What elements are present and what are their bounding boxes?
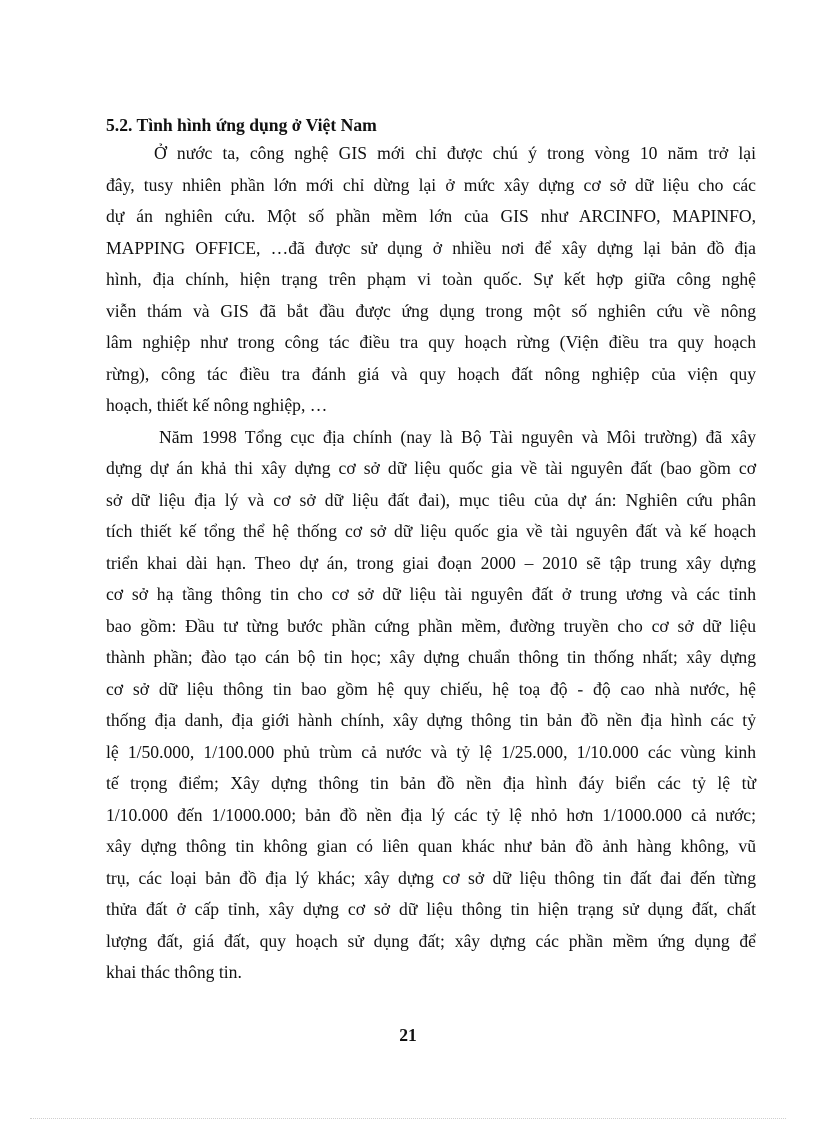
paragraph-line: dự án nghiên cứu. Một số phần mềm lớn của GIS như ARCINFO, MAPINFO, [106,206,756,226]
paragraph-line: Năm 1998 Tổng cục địa chính (nay là Bộ Tài nguyên và Môi trường) đã xây [159,426,756,447]
paragraph-line: cơ sở hạ tầng thông tin cho cơ sở dữ liệu tài nguyên đất ở trung ương và các tỉnh [106,584,756,604]
paragraph-line: sở dữ liệu địa lý và cơ sở dữ liệu đất đai), mục tiêu của dự án: Nghiên cứu phân [106,489,756,510]
paragraph-1 [106,138,756,422]
paragraph-line: lượng đất, giá đất, quy hoạch sử dụng đất; xây dựng các phần mềm ứng dụng để [106,930,756,951]
paragraph-line: triển khai dài hạn. Theo dự án, trong giai đoạn 2000 – 2010 sẽ tập trung xây dựng [106,552,756,573]
page-content [106,112,756,989]
paragraph-line: lâm nghiệp như trong công tác điều tra quy hoạch rừng (Viện điều tra quy hoạch [106,332,756,352]
paragraph-line: tích thiết kế tổng thể hệ thống cơ sở dữ liệu quốc gia về tài nguyên đất và kế hoạch [106,521,756,541]
paragraph-line: dựng dự án khả thi xây dựng cơ sở dữ liệu quốc gia về tài nguyên đất (bao gồm cơ [106,458,756,478]
paragraph-line: cơ sở dữ liệu thông tin bao gồm hệ quy chiếu, hệ toạ độ - độ cao nhà nước, hệ [106,678,756,699]
paragraph-line: thống địa danh, địa giới hành chính, xây dựng thông tin bản đồ nền địa hình các tỷ [106,710,756,730]
paragraph-line: tế trọng điểm; Xây dựng thông tin bản đồ nền địa hình đáy biển các tỷ lệ từ [106,773,756,793]
paragraph-line: hoạch, thiết kế nông nghiệp, … [106,395,328,415]
paragraph-line: bao gồm: Đầu tư từng bước phần cứng phần mềm, đường truyền cho cơ sở dữ liệu [106,615,756,636]
paragraph-line: 1/10.000 đến 1/1000.000; bản đồ nền địa lý các tỷ lệ nhỏ hơn 1/1000.000 cả nước; [106,804,756,825]
paragraph-2 [106,422,756,989]
paragraph-line: xây dựng thông tin không gian có liên quan khác như bản đồ ảnh hàng không, vũ [106,836,756,856]
paragraph-line: viễn thám và GIS đã bắt đầu được ứng dụng trong một số nghiên cứu về nông [106,300,756,321]
paragraph-line: lệ 1/50.000, 1/100.000 phủ trùm cả nước và tỷ lệ 1/25.000, 1/10.000 các vùng kinh [106,741,756,762]
paragraph-line: thành phần; đào tạo cán bộ tin học; xây dựng chuẩn thông tin thống nhất; xây dựng [106,647,756,667]
paragraph-line: MAPPING OFFICE, …đã được sử dụng ở nhiều nơi để xây dựng lại bản đồ địa [106,237,756,258]
paragraph-line: rừng), công tác điều tra đánh giá và quy hoạch đất nông nghiệp của viện quy [106,363,756,384]
page-footer-divider [30,1118,786,1119]
paragraph-line: thửa đất ở cấp tỉnh, xây dựng cơ sở dữ liệu thông tin hiện trạng sử dụng đất, chất [106,899,756,919]
section-heading: 5.2. Tình hình ứng dụng ở Việt Nam [106,115,377,135]
paragraph-line: đây, tusy nhiên phần lớn mới chỉ dừng lại ở mức xây dựng cơ sở dữ liệu cho các [106,174,756,195]
paragraph-line: hình, địa chính, hiện trạng trên phạm vi toàn quốc. Sự kết hợp giữa công nghệ [106,269,756,289]
page-number: 21 [399,1025,417,1045]
paragraph-line: Ở nước ta, công nghệ GIS mới chỉ được chú ý trong vòng 10 năm trở lại [154,143,756,163]
paragraph-line: khai thác thông tin. [106,962,242,982]
paragraph-line: trụ, các loại bản đồ địa lý khác; xây dựng cơ sở dữ liệu thông tin đất đai đến từng [106,867,756,888]
